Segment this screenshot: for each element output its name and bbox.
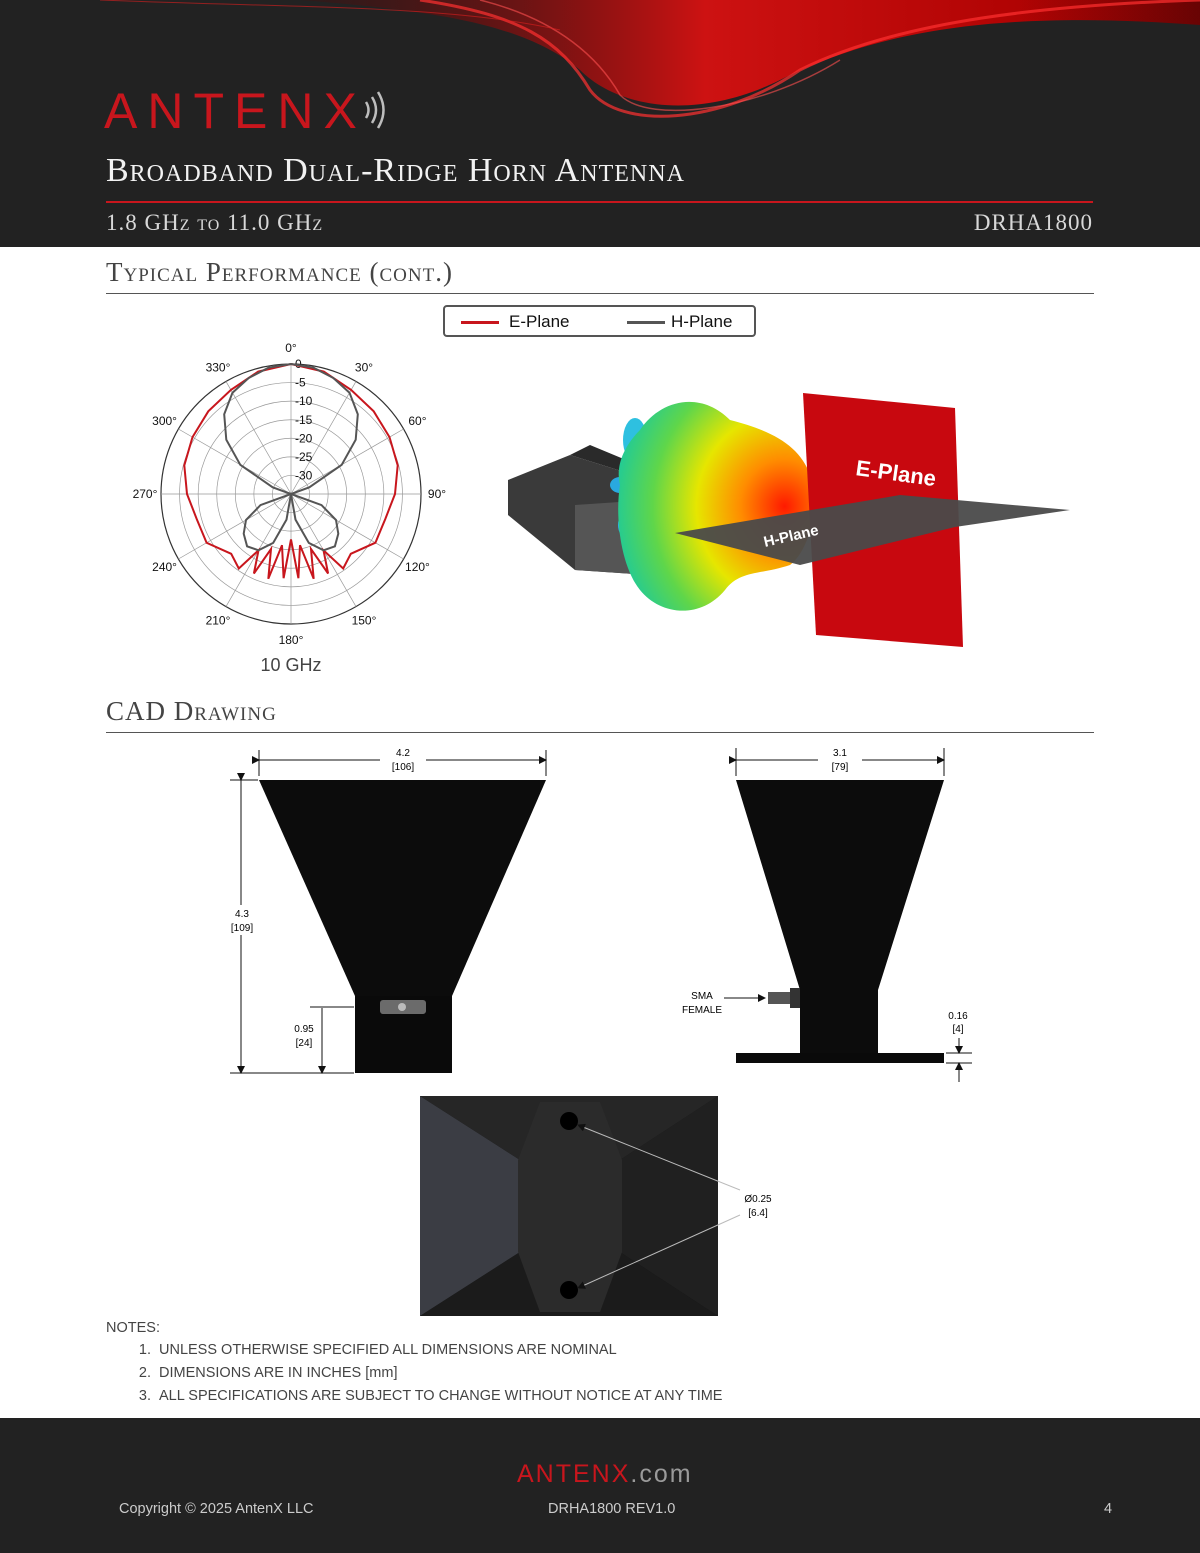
page-header — [0, 0, 1200, 247]
e-plane-render-label: E-Plane — [854, 455, 938, 492]
notes-title: NOTES: — [106, 1320, 160, 1336]
sma-connector-side — [768, 992, 790, 1004]
polar-angle-label: 240° — [152, 560, 177, 574]
notes-block — [106, 1320, 722, 1411]
mounting-hole-bottom — [560, 1281, 578, 1299]
polar-spoke — [178, 494, 291, 559]
footer-document-id: DRHA1800 REV1.0 — [548, 1501, 676, 1517]
frequency-range: 1.8 GHz to 11.0 GHz — [106, 210, 324, 235]
cad-section-rule — [106, 732, 1094, 733]
footer-copyright: Copyright © 2025 AntenX LLC — [119, 1501, 314, 1517]
h-plane-legend-swatch — [627, 321, 665, 324]
antenx-logo — [104, 84, 394, 134]
front-height-mm: [109] — [230, 923, 254, 934]
polar-angle-label: 60° — [408, 414, 427, 428]
polar-angle-label: 0° — [285, 341, 297, 355]
part-number: DRHA1800 — [973, 210, 1093, 235]
note-item: 3. ALL SPECIFICATIONS ARE SUBJECT TO CHANGE WITHOUT NOTICE AT ANY TIME — [155, 1388, 722, 1404]
side-width-mm: [79] — [831, 762, 849, 773]
header-divider — [106, 201, 1093, 203]
polar-angle-label: 330° — [205, 360, 231, 375]
side-width-inch: 3.1 — [833, 748, 847, 759]
main-beam-lobe — [618, 402, 814, 611]
3d-pattern-render — [500, 375, 1100, 665]
chart-legend — [443, 305, 756, 337]
polar-spoke — [291, 494, 404, 559]
mounting-hole-top — [560, 1112, 578, 1130]
front-width-mm: [106] — [391, 762, 415, 773]
throat-height-mm: [24] — [295, 1038, 313, 1049]
page-footer — [0, 1418, 1200, 1553]
e-plane-legend-label: E-Plane — [509, 312, 570, 331]
polar-angle-label: 210° — [205, 613, 231, 628]
signal-waves-icon — [366, 92, 384, 128]
polar-angle-label: 90° — [427, 487, 447, 501]
logo-wordmark: ANTENX — [104, 84, 367, 134]
performance-section-rule — [106, 293, 1094, 294]
cad-section-title: CAD Drawing — [106, 696, 277, 726]
polar-spoke — [178, 429, 291, 494]
connector-label-line2: FEMALE — [681, 1005, 723, 1016]
polar-radial-label: -10 — [295, 394, 313, 409]
footer-website-logo[interactable]: ANTENX.com — [517, 1460, 693, 1488]
front-width-inch: 4.2 — [396, 748, 410, 759]
polar-angle-label: 150° — [351, 613, 377, 628]
polar-angle-label: 270° — [132, 487, 158, 501]
notes-list — [106, 1342, 722, 1404]
cad-drawing — [0, 740, 1200, 1330]
performance-section-title: Typical Performance (cont.) — [106, 257, 453, 287]
note-item: 2. DIMENSIONS ARE IN INCHES [mm] — [155, 1365, 722, 1381]
polar-angle-label: 180° — [278, 633, 304, 647]
front-height-inch: 4.3 — [235, 909, 249, 920]
footer-page-number: 4 — [1104, 1501, 1113, 1517]
polar-angle-label: 120° — [405, 560, 430, 574]
connector-label-line1: SMA — [691, 991, 713, 1002]
polar-radial-label: -15 — [295, 412, 313, 427]
note-item: 1. UNLESS OTHERWISE SPECIFIED ALL DIMENSIONS ARE NOMINAL — [155, 1342, 722, 1358]
cad-front-view — [225, 746, 546, 1073]
e-plane-legend-swatch — [461, 321, 499, 324]
h-plane-legend-label: H-Plane — [671, 312, 733, 331]
polar-radial-label: -20 — [295, 431, 313, 446]
polar-radial-label: -5 — [295, 375, 306, 390]
flange-thickness-inch: 0.16 — [948, 1011, 968, 1022]
polar-radial-label: 0 — [295, 357, 302, 371]
polar-angle-label: 300° — [152, 414, 177, 428]
product-title: Broadband Dual-Ridge Horn Antenna — [106, 152, 685, 189]
flange-thickness-mm: [4] — [952, 1024, 964, 1035]
polar-radiation-chart — [100, 340, 480, 680]
polar-frequency-label: 10 GHz — [260, 655, 322, 675]
hole-diameter-inch: Ø0.25 — [744, 1194, 772, 1205]
hole-diameter-mm: [6.4] — [748, 1208, 768, 1219]
polar-radial-label: -30 — [295, 468, 313, 483]
flange-plate — [736, 1053, 944, 1063]
polar-angle-label: 30° — [354, 360, 374, 375]
throat-height-inch: 0.95 — [294, 1024, 314, 1035]
cad-side-view — [682, 746, 972, 1082]
cad-back-view — [420, 1096, 772, 1316]
h-plane-render-label: H-Plane — [762, 521, 821, 551]
polar-radial-labels — [295, 357, 313, 483]
polar-radial-label: -25 — [295, 450, 313, 464]
